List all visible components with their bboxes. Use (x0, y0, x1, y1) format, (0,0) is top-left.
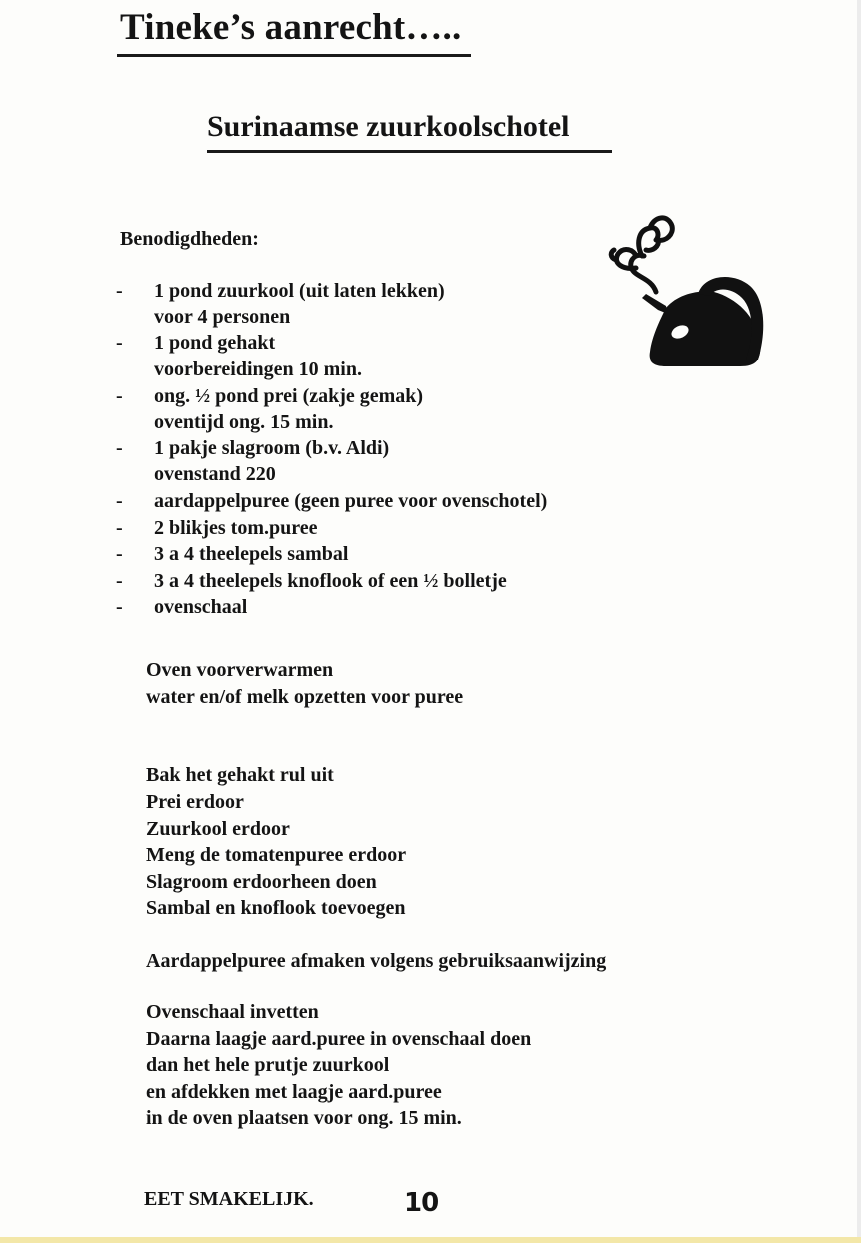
step-line: Zuurkool erdoor (146, 818, 290, 840)
assembly-line: Daarna laagje aard.puree in ovenschaal doen (146, 1028, 532, 1050)
list-bullet: - (116, 543, 123, 565)
list-item-text: voor 4 personen (154, 306, 291, 328)
list-bullet: - (116, 517, 123, 539)
step-line: Prei erdoor (146, 791, 244, 813)
prep-line: Oven voorverwarmen (146, 659, 334, 681)
list-item-text: 2 blikjes tom.puree (154, 517, 318, 539)
closing-text: EET SMAKELIJK. (144, 1188, 314, 1210)
header-underline (117, 54, 471, 57)
page-edge-bottom (0, 1237, 861, 1243)
assembly-line: in de oven plaatsen voor ong. 15 min. (146, 1107, 462, 1129)
steaming-kettle-icon (606, 212, 766, 384)
list-bullet: - (116, 596, 123, 618)
list-bullet: - (116, 385, 123, 407)
list-item-text: voorbereidingen 10 min. (154, 358, 362, 380)
page-edge (857, 0, 861, 1243)
list-item-text: ovenschaal (154, 596, 248, 618)
recipe-title-underline (207, 150, 612, 153)
header-title: Tineke’s aanrecht….. (120, 7, 462, 48)
ingredients-heading: Benodigdheden: (120, 228, 259, 250)
list-item-text: 3 a 4 theelepels knoflook of een ½ bolletje (154, 570, 507, 592)
list-bullet: - (116, 437, 123, 459)
list-item-text: aardappelpuree (geen puree voor ovenschotel) (154, 490, 548, 512)
page-number: 10 (404, 1188, 439, 1218)
step-line: Bak het gehakt rul uit (146, 764, 334, 786)
step-line: Slagroom erdoorheen doen (146, 871, 377, 893)
recipe-title: Surinaamse zuurkoolschotel (207, 110, 570, 143)
list-bullet: - (116, 490, 123, 512)
list-item-text: 1 pond gehakt (154, 332, 276, 354)
assembly-line: dan het hele prutje zuurkool (146, 1054, 390, 1076)
assembly-line: Ovenschaal invetten (146, 1001, 319, 1023)
list-item-text: oventijd ong. 15 min. (154, 411, 334, 433)
list-item-text: ovenstand 220 (154, 463, 276, 485)
puree-step-line: Aardappelpuree afmaken volgens gebruiksaanwijzing (146, 950, 607, 972)
assembly-line: en afdekken met laagje aard.puree (146, 1081, 442, 1103)
step-line: Sambal en knoflook toevoegen (146, 897, 406, 919)
list-item-text: ong. ½ pond prei (zakje gemak) (154, 385, 424, 407)
list-item-text: 1 pond zuurkool (uit laten lekken) (154, 280, 445, 302)
list-bullet: - (116, 570, 123, 592)
list-item-text: 1 pakje slagroom (b.v. Aldi) (154, 437, 390, 459)
step-line: Meng de tomatenpuree erdoor (146, 844, 407, 866)
list-item-text: 3 a 4 theelepels sambal (154, 543, 349, 565)
list-bullet: - (116, 332, 123, 354)
prep-line: water en/of melk opzetten voor puree (146, 686, 464, 708)
list-bullet: - (116, 280, 123, 302)
